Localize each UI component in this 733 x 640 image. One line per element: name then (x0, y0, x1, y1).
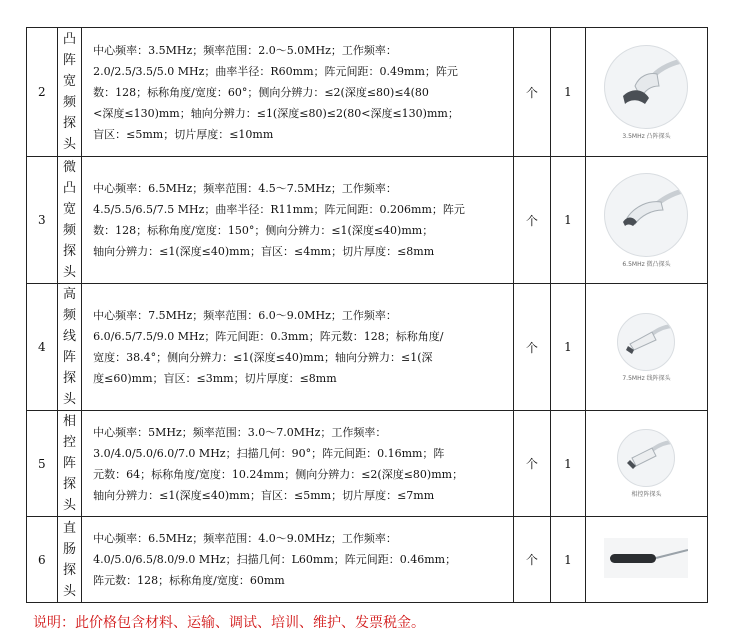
probe-name (57, 157, 81, 284)
spec-line: 4.0/5.0/6.5/8.0/9.0 MHz；扫描几何：L60mm；阵元间距：0.46mm； (93, 553, 457, 566)
spec-line: 阵元数：128；标称角度/宽度：60mm (93, 574, 285, 587)
micro-convex-probe-icon (586, 173, 707, 268)
probe-image-cell (585, 28, 707, 157)
probe-caption: 7.5MHz 线阵探头 (622, 374, 671, 382)
price-note: 说明：此价格包含材料、运输、调试、培训、维护、发票税金。 (33, 615, 425, 631)
spec-line: 中心频率：6.5MHz；频率范围：4.0～9.0MHz；工作频率： (93, 532, 397, 545)
unit-cell: 个 (513, 157, 550, 284)
probe-name (57, 28, 81, 157)
probe-name-char: 宽 (62, 202, 76, 217)
unit-cell: 个 (513, 411, 550, 517)
probe-spec (82, 28, 514, 157)
quantity-cell: 1 (550, 411, 585, 517)
row-index: 6 (27, 517, 58, 603)
probe-name-char: 线 (62, 329, 76, 344)
probe-name-char: 头 (62, 392, 76, 407)
probe-name (57, 517, 81, 603)
probe-name-char: 探 (62, 244, 76, 259)
probe-image-cell (585, 411, 707, 517)
spec-line: 轴向分辨力：≤1(深度≤40)mm；盲区：≤5mm；切片厚度：≤7mm (93, 488, 435, 502)
table-row (27, 284, 708, 411)
probe-name-char: 探 (62, 562, 76, 578)
table-row (27, 411, 708, 517)
probe-spec (82, 411, 514, 517)
rectal-probe-icon (586, 538, 707, 582)
probe-spec (82, 157, 514, 284)
quantity-cell: 1 (550, 284, 585, 411)
probe-name-char: 频 (62, 95, 76, 110)
spec-line: 中心频率：5MHz；频率范围：3.0～7.0MHz；工作频率： (93, 425, 387, 439)
phased-array-probe-icon (586, 429, 707, 498)
table-row (27, 517, 708, 603)
quantity-cell: 1 (550, 517, 585, 603)
probe-image-cell (585, 157, 707, 284)
probe-name-char: 头 (62, 265, 76, 280)
unit-cell: 个 (513, 517, 550, 603)
spec-line: 中心频率：7.5MHz；频率范围：6.0～9.0MHz；工作频率： (93, 309, 397, 322)
probe-name-char: 头 (62, 583, 76, 599)
probe-name-char: 头 (62, 137, 76, 152)
spec-line: 宽度：38.4°；侧向分辨力：≤1(深度≤40)mm；轴向分辨力：≤1(深 (93, 351, 433, 364)
row-index: 3 (27, 157, 58, 284)
spec-line: 中心频率：6.5MHz；频率范围：4.5～7.5MHz；工作频率： (93, 182, 397, 195)
probe-name-char: 宽 (62, 74, 76, 89)
probe-name (57, 411, 81, 517)
probe-name-char: 阵 (62, 350, 76, 365)
spec-line: 度≤60)mm；盲区：≤3mm；切片厚度：≤8mm (93, 372, 337, 385)
quantity-cell: 1 (550, 157, 585, 284)
table-row (27, 28, 708, 157)
probe-name-char: 微 (62, 160, 76, 175)
spec-line: 2.0/2.5/3.5/5.0 MHz；曲率半径：R60mm；阵元间距：0.49mm；阵元 (93, 64, 458, 78)
spec-line: 6.0/6.5/7.5/9.0 MHz；阵元间距：0.3mm；阵元数：128；标称角度/ (93, 330, 444, 343)
probe-name-char: 探 (62, 116, 76, 131)
probe-name-char: 肠 (62, 541, 76, 557)
probe-image-cell (585, 284, 707, 411)
probe-spec (82, 284, 514, 411)
convex-probe-icon (586, 45, 707, 140)
probe-name-char: 阵 (62, 53, 76, 68)
spec-line: 中心频率：3.5MHz；频率范围：2.0～5.0MHz；工作频率： (93, 43, 397, 57)
probe-name-char: 凸 (62, 181, 76, 196)
probe-caption: 相控阵探头 (631, 491, 662, 498)
spec-line: <深度≤130)mm；轴向分辨力：≤1(深度≤80)≤2(80<深度≤130)mm； (93, 106, 459, 120)
probe-name-char: 探 (62, 371, 76, 386)
probe-name-char: 相 (62, 414, 76, 429)
probe-name-char: 凸 (62, 32, 76, 47)
probe-name-char: 高 (62, 287, 76, 302)
probe-name-char: 控 (62, 435, 76, 450)
probe-name-char: 头 (62, 498, 76, 513)
probe-name-char: 频 (62, 308, 76, 323)
spec-line: 4.5/5.5/6.5/7.5 MHz；曲率半径：R11mm；阵元间距：0.206mm；阵元 (93, 203, 465, 216)
probe-name (57, 284, 81, 411)
unit-cell: 个 (513, 284, 550, 411)
probe-spec-table (26, 27, 708, 603)
probe-name-char: 直 (62, 520, 76, 536)
probe-name-char: 频 (62, 223, 76, 238)
spec-line: 元数：64；标称角度/宽度：10.24mm；侧向分辨力：≤2(深度≤80)mm； (93, 467, 464, 481)
linear-probe-icon (586, 313, 707, 382)
probe-name-char: 阵 (62, 456, 76, 471)
probe-name-char: 探 (62, 477, 76, 492)
probe-spec (82, 517, 514, 603)
probe-caption: 6.5MHz 微凸探头 (622, 260, 671, 268)
probe-image-cell (585, 517, 707, 603)
spec-line: 盲区：≤5mm；切片厚度：≤10mm (93, 127, 274, 141)
spec-line: 3.0/4.0/5.0/6.0/7.0 MHz；扫描几何：90°；阵元间距：0.16mm；阵 (93, 446, 445, 460)
spec-line: 数：128；标称角度/宽度：150°；侧向分辨力：≤1(深度≤40)mm； (93, 224, 434, 237)
unit-cell: 个 (513, 28, 550, 157)
row-index: 5 (27, 411, 58, 517)
probe-caption: 3.5MHz 凸阵探头 (622, 132, 671, 140)
quantity-cell: 1 (550, 28, 585, 157)
table-row (27, 157, 708, 284)
spec-line: 数：128；标称角度/宽度：60°；侧向分辨力：≤2(深度≤80)≤4(80 (93, 85, 429, 99)
row-index: 2 (27, 28, 58, 157)
row-index: 4 (27, 284, 58, 411)
spec-line: 轴向分辨力：≤1(深度≤40)mm；盲区：≤4mm；切片厚度：≤8mm (93, 245, 435, 258)
